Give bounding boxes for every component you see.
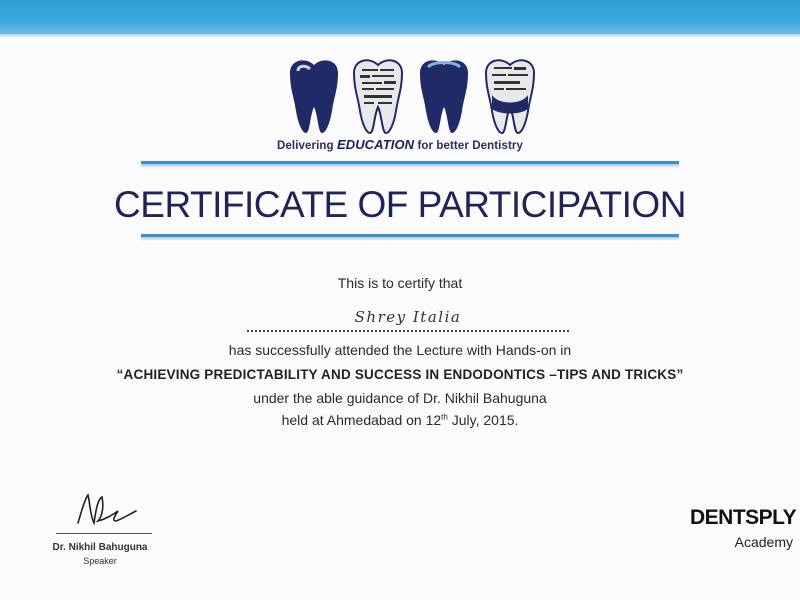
title-rule-bottom <box>141 234 679 237</box>
held-prefix: held at Ahmedabad on 12 <box>281 412 442 428</box>
recipient-dotted-line <box>247 330 569 332</box>
course-title: “ACHIEVING PREDICTABILITY AND SUCCESS IN ENDODONTICS –TIPS AND TRICKS” <box>116 367 684 382</box>
attended-text: has successfully attended the Lecture with Hands-on in <box>228 342 572 358</box>
signature-icon <box>72 489 142 529</box>
tagline-suffix: for better Dentistry <box>414 140 523 152</box>
title-rule-top <box>141 161 679 164</box>
speaker-name: Dr. Nikhil Bahuguna <box>52 542 148 553</box>
brand-logo-sub: Academy <box>734 534 793 550</box>
speaker-role: Speaker <box>83 556 117 566</box>
recipient-name: Shrey Italia <box>354 308 462 326</box>
certificate-title: CERTIFICATE OF PARTICIPATION <box>114 184 686 225</box>
held-text <box>0 412 800 428</box>
certify-text: This is to certify that <box>337 275 463 291</box>
recipient-field <box>247 306 569 332</box>
tagline-prefix: Delivering <box>277 140 337 152</box>
brand-logo-name: DENTSPLY <box>690 506 797 529</box>
held-ordinal: th <box>441 412 448 422</box>
guidance-text: under the able guidance of Dr. Nikhil Bahuguna <box>253 390 547 406</box>
tagline-emphasis: EDUCATION <box>336 137 415 152</box>
signature-line <box>56 533 152 534</box>
tagline <box>0 137 800 152</box>
tooth-logo-icon <box>284 55 540 135</box>
top-color-band <box>0 0 800 34</box>
held-suffix: July, 2015. <box>447 412 519 428</box>
